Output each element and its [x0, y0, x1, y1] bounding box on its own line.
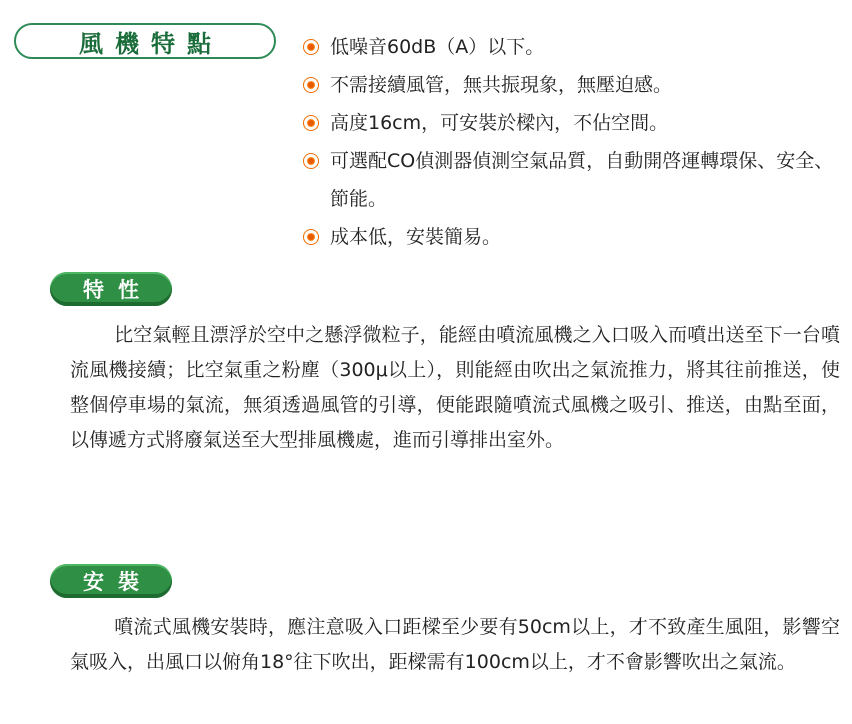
- characteristics-heading: [50, 272, 172, 306]
- features-heading: [14, 23, 276, 59]
- characteristics-heading-label: 特性: [83, 278, 153, 302]
- bullet-icon: [304, 116, 318, 130]
- characteristics-text: 比空氣輕且漂浮於空中之懸浮微粒子，能經由噴流風機之入口吸入而噴出送至下一台噴流風機接續；比空氣重之粉塵（300μ以上），則能經由吹出之氣流推力，將其往前推送，使整個停車場的氣流，無須透過風管的引導，便能跟隨噴流式風機之吸引、推送，由點至面，以傳遞方式將廢氣送至大型排風機處，進而引導排出室外。: [70, 324, 840, 451]
- feature-item: [298, 66, 846, 104]
- bullet-icon: [304, 154, 318, 168]
- feature-item: [298, 28, 846, 66]
- installation-heading-label: 安裝: [83, 570, 153, 594]
- feature-item: [298, 218, 846, 256]
- installation-heading: [50, 564, 172, 598]
- bullet-icon: [304, 78, 318, 92]
- feature-item: [298, 142, 846, 218]
- features-list: [298, 28, 846, 256]
- feature-item-text: 高度16cm，可安裝於樑內，不佔空間。: [330, 112, 669, 134]
- feature-item: [298, 104, 846, 142]
- features-heading-label: 風機特點: [79, 29, 223, 58]
- characteristics-paragraph: [70, 318, 840, 458]
- feature-item-text: 不需接續風管，無共振現象，無壓迫感。: [330, 74, 673, 96]
- bullet-icon: [304, 40, 318, 54]
- installation-text: 噴流式風機安裝時，應注意吸入口距樑至少要有50cm以上，才不致產生風阻，影響空氣吸入，出風口以俯角18°往下吹出，距樑需有100cm以上，才不會影響吹出之氣流。: [70, 616, 840, 673]
- feature-item-text: 低噪音60dB（A）以下。: [330, 36, 545, 58]
- bullet-icon: [304, 230, 318, 244]
- installation-paragraph: [70, 610, 840, 680]
- feature-item-text: 可選配CO偵測器偵測空氣品質，自動開啓運轉環保、安全、節能。: [330, 150, 834, 210]
- feature-item-text: 成本低，安裝簡易。: [330, 226, 502, 248]
